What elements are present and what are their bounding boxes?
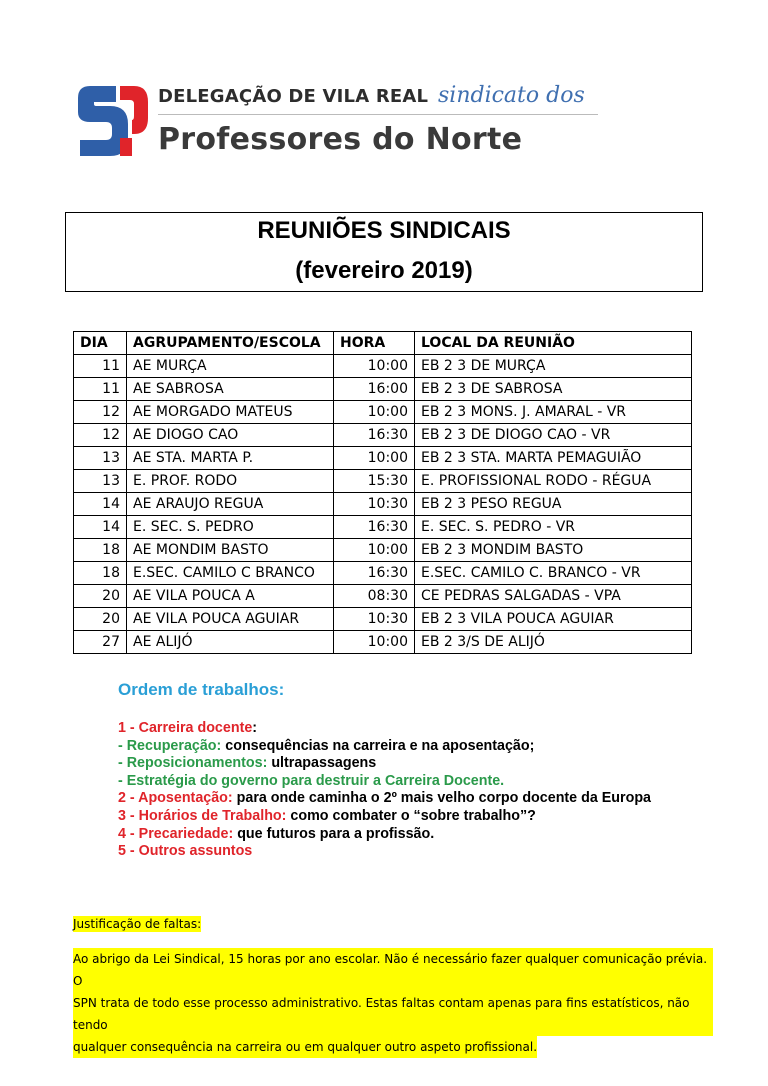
- cell-hour: 10:00: [334, 447, 415, 470]
- page-title: REUNIÕES SINDICAIS: [257, 217, 511, 244]
- cell-location: EB 2 3 DE DIOGO CAO - VR: [415, 424, 692, 447]
- cell-hour: 10:30: [334, 608, 415, 631]
- agenda-item-text: 2 - Aposentação:: [118, 790, 237, 807]
- cell-location: EB 2 3/S DE ALIJÓ: [415, 631, 692, 654]
- header-location: LOCAL DA REUNIÃO: [415, 332, 692, 355]
- title-box: [65, 212, 703, 292]
- table-row: [74, 493, 692, 516]
- spn-header: [76, 78, 636, 168]
- agenda-section: [118, 680, 651, 861]
- agenda-list: [118, 720, 651, 861]
- agenda-item: [118, 843, 651, 861]
- agenda-heading: Ordem de trabalhos:: [118, 680, 285, 699]
- table-row: [74, 355, 692, 378]
- justification-title: Justificação de faltas:: [73, 917, 202, 931]
- justification-section: [73, 916, 708, 1054]
- cell-day: 18: [74, 539, 127, 562]
- agenda-item-text: - Estratégia do governo para destruir a Carreira Docente.: [118, 772, 505, 789]
- agenda-item: [118, 755, 651, 773]
- agenda-item: [118, 773, 651, 791]
- table-header-row: [74, 332, 692, 355]
- agenda-item-text: 4 - Precariedade:: [118, 825, 238, 842]
- table-row: [74, 470, 692, 493]
- cell-school: AE ARAUJO REGUA: [127, 493, 334, 516]
- agenda-item-text: consequências na carreira e na aposentação;: [225, 737, 535, 754]
- cell-school: AE STA. MARTA P.: [127, 447, 334, 470]
- cell-school: E. SEC. S. PEDRO: [127, 516, 334, 539]
- cell-location: E. SEC. S. PEDRO - VR: [415, 516, 692, 539]
- cell-location: CE PEDRAS SALGADAS - VPA: [415, 585, 692, 608]
- cell-school: AE ALIJÓ: [127, 631, 334, 654]
- cell-day: 12: [74, 401, 127, 424]
- table-row: [74, 585, 692, 608]
- org-name: Professores do Norte: [158, 122, 523, 157]
- table-row: [74, 447, 692, 470]
- cell-hour: 16:00: [334, 378, 415, 401]
- table-row: [74, 516, 692, 539]
- page-subtitle: (fevereiro 2019): [295, 257, 473, 284]
- cell-day: 14: [74, 493, 127, 516]
- cell-hour: 16:30: [334, 424, 415, 447]
- cell-school: AE MURÇA: [127, 355, 334, 378]
- cell-location: E. PROFISSIONAL RODO - RÉGUA: [415, 470, 692, 493]
- cell-school: AE VILA POUCA AGUIAR: [127, 608, 334, 631]
- cell-hour: 10:00: [334, 355, 415, 378]
- cell-hour: 10:30: [334, 493, 415, 516]
- table-row: [74, 401, 692, 424]
- meetings-table: [73, 331, 692, 654]
- cell-hour: 16:30: [334, 562, 415, 585]
- cell-hour: 08:30: [334, 585, 415, 608]
- agenda-item-text: como combater o “sobre trabalho”?: [290, 807, 536, 824]
- cell-school: E. PROF. RODO: [127, 470, 334, 493]
- agenda-item: [118, 738, 651, 756]
- agenda-item-text: 1 - Carreira docente: [118, 720, 253, 736]
- org-delegation: DELEGAÇÃO DE VILA REAL: [158, 86, 429, 107]
- table-row: [74, 608, 692, 631]
- agenda-item-text: que futuros para a profissão.: [237, 825, 435, 842]
- cell-hour: 15:30: [334, 470, 415, 493]
- table-row: [74, 424, 692, 447]
- justification-line: qualquer consequência na carreira ou em qualquer outro aspeto profissional.: [73, 1036, 537, 1058]
- table-row: [74, 562, 692, 585]
- cell-location: E.SEC. CAMILO C. BRANCO - VR: [415, 562, 692, 585]
- header-divider: [158, 114, 598, 115]
- agenda-item: [118, 808, 651, 826]
- cell-location: EB 2 3 MONDIM BASTO: [415, 539, 692, 562]
- agenda-item: [118, 790, 651, 808]
- cell-school: AE VILA POUCA A: [127, 585, 334, 608]
- cell-location: EB 2 3 DE SABROSA: [415, 378, 692, 401]
- cell-location: EB 2 3 MONS. J. AMARAL - VR: [415, 401, 692, 424]
- cell-day: 13: [74, 447, 127, 470]
- cell-day: 18: [74, 562, 127, 585]
- cell-location: EB 2 3 VILA POUCA AGUIAR: [415, 608, 692, 631]
- header-day: DIA: [74, 332, 127, 355]
- cell-day: 20: [74, 608, 127, 631]
- cell-school: E.SEC. CAMILO C BRANCO: [127, 562, 334, 585]
- cell-hour: 10:00: [334, 631, 415, 654]
- justification-line: SPN trata de todo esse processo administrativo. Estas faltas contam apenas para fins estatísticos, não tendo: [73, 992, 713, 1036]
- cell-day: 11: [74, 378, 127, 401]
- agenda-item-text: 3 - Horários de Trabalho:: [118, 807, 291, 824]
- cell-day: 27: [74, 631, 127, 654]
- cell-hour: 16:30: [334, 516, 415, 539]
- cell-location: EB 2 3 PESO REGUA: [415, 493, 692, 516]
- header-school: AGRUPAMENTO/ESCOLA: [127, 332, 334, 355]
- table-row: [74, 539, 692, 562]
- cell-day: 11: [74, 355, 127, 378]
- agenda-item-text: 5 - Outros assuntos: [118, 843, 253, 860]
- spn-logo-icon: [76, 82, 150, 162]
- agenda-item-text: :: [252, 720, 258, 736]
- cell-school: AE MONDIM BASTO: [127, 539, 334, 562]
- table-row: [74, 378, 692, 401]
- cell-day: 14: [74, 516, 127, 539]
- cell-school: AE DIOGO CAO: [127, 424, 334, 447]
- agenda-item-text: - Recuperação:: [118, 737, 226, 754]
- header-hour: HORA: [334, 332, 415, 355]
- agenda-item: [118, 826, 651, 844]
- cell-location: EB 2 3 STA. MARTA PEMAGUIÃO: [415, 447, 692, 470]
- cell-day: 12: [74, 424, 127, 447]
- cell-hour: 10:00: [334, 401, 415, 424]
- cell-school: AE MORGADO MATEUS: [127, 401, 334, 424]
- org-script-text: sindicato dos: [438, 83, 585, 108]
- agenda-item-text: - Reposicionamentos:: [118, 755, 272, 772]
- agenda-item: [118, 720, 651, 738]
- agenda-item-text: para onde caminha o 2º mais velho corpo docente da Europa: [236, 790, 652, 807]
- agenda-item-text: ultrapassagens: [271, 755, 377, 772]
- cell-day: 13: [74, 470, 127, 493]
- justification-body: [73, 948, 713, 1058]
- cell-day: 20: [74, 585, 127, 608]
- cell-school: AE SABROSA: [127, 378, 334, 401]
- justification-line: Ao abrigo da Lei Sindical, 15 horas por ano escolar. Não é necessário fazer qualquer comunicação prévia. O: [73, 948, 713, 992]
- table-row: [74, 631, 692, 654]
- cell-hour: 10:00: [334, 539, 415, 562]
- cell-location: EB 2 3 DE MURÇA: [415, 355, 692, 378]
